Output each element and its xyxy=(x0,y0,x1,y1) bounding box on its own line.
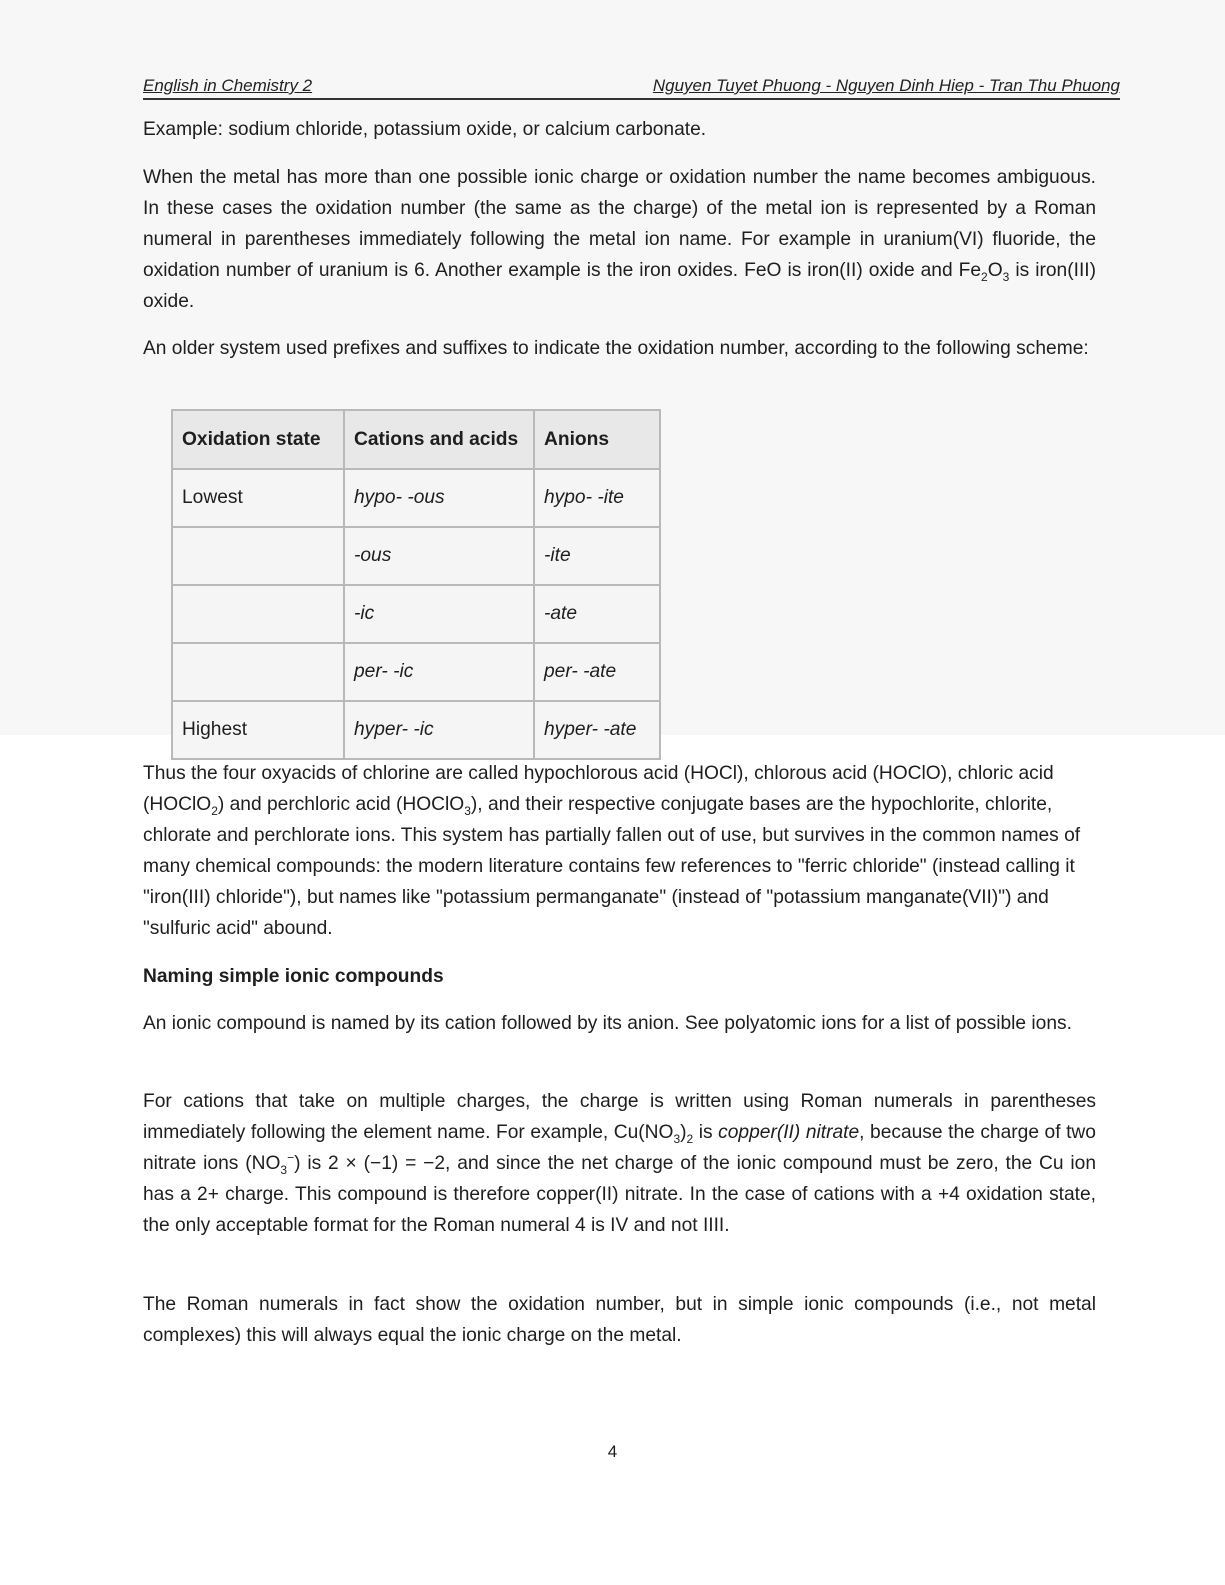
subscript: 2 xyxy=(686,1131,694,1146)
text: ) is 2 × (−1) = −2, and since the net charge of the ionic compound must be zero, the Cu ion has a 2+ charge. This compound is therefore copper(II) nitrate. In the case of cations with a +4 oxidation state, the only acceptable format for the Roman numeral 4 is IV and not IIII. xyxy=(143,1153,1096,1236)
oxidation-scheme-table xyxy=(171,409,661,760)
paragraph-ambiguous-charge xyxy=(143,162,1096,317)
table-cell: hyper- -ate xyxy=(534,701,660,759)
text: is iron(III) oxide. xyxy=(143,260,1096,312)
paragraph-roman-numerals: The Roman numerals in fact show the oxidation number, but in simple ionic compounds (i.e., not metal complexes) this will always equal the ionic charge on the metal. xyxy=(143,1294,1096,1346)
header-authors: Nguyen Tuyet Phuong - Nguyen Dinh Hiep - Tran Thu Phuong xyxy=(652,76,1120,95)
table-cell: -ous xyxy=(344,527,534,585)
table-cell: -ite xyxy=(534,527,660,585)
header-book-title: English in Chemistry 2 xyxy=(143,76,313,95)
table-cell: Highest xyxy=(172,701,344,759)
text: , because the charge of two nitrate ions (NO xyxy=(143,1122,1096,1174)
table-cell: hypo- -ite xyxy=(534,469,660,527)
text: ), and their respective conjugate bases are the hypochlorite, chlorite, chlorate and perchlorate ions. This system has partially fallen out of use, but survives in the common names of many chemical compounds: the modern literature contains few references to "ferric chloride" (instead calling it "iron(III) chloride"), but names like "potassium permanganate" (instead of "potassium manganate(VII)") and "sulfuric acid" abound. xyxy=(143,794,1081,939)
paragraph-multiple-charges xyxy=(143,1086,1096,1241)
text: ) xyxy=(680,1122,687,1143)
running-header xyxy=(143,76,1120,100)
table-row xyxy=(172,643,660,701)
table-row xyxy=(172,469,660,527)
table-header-cell: Oxidation state xyxy=(172,410,344,469)
paragraph-ionic-naming: An ionic compound is named by its cation followed by its anion. See polyatomic ions for a list of possible ions. xyxy=(143,1013,1072,1034)
text: is xyxy=(693,1122,719,1143)
subscript: 3 xyxy=(673,1131,681,1146)
italic-term: copper(II) nitrate xyxy=(718,1122,860,1143)
paragraph-older-system: An older system used prefixes and suffixes to indicate the oxidation number, according to the following scheme: xyxy=(143,338,1089,359)
table-header-cell: Anions xyxy=(534,410,660,469)
section-heading: Naming simple ionic compounds xyxy=(143,966,444,987)
subscript: 2 xyxy=(981,269,988,284)
table-cell: per- -ate xyxy=(534,643,660,701)
text: Thus the four oxyacids of chlorine are called hypochlorous acid (HOCl), chlorous acid (HOClO), chloric acid (HOClO xyxy=(143,763,1054,815)
text: O xyxy=(987,260,1003,281)
table-cell: -ic xyxy=(344,585,534,643)
text: When the metal has more than one possible ionic charge or oxidation number the name becomes ambiguous. In these cases the oxidation number (the same as the charge) of the metal ion is represented by a Roman numeral in parentheses immediately following the metal ion name. For example in uranium(VI) fluoride, the oxidation number of uranium is 6. Another example is the iron oxides. FeO is iron(II) oxide and Fe xyxy=(143,167,1096,281)
table-row xyxy=(172,701,660,759)
paragraph-chlorine-oxyacids xyxy=(143,758,1096,944)
table-row xyxy=(172,585,660,643)
table-cell xyxy=(172,643,344,701)
table-cell: -ate xyxy=(534,585,660,643)
subscript: 3 xyxy=(464,803,471,818)
table-cell: Lowest xyxy=(172,469,344,527)
page-number: 4 xyxy=(607,1442,618,1461)
subscript: 3 xyxy=(1002,269,1010,284)
table-cell xyxy=(172,585,344,643)
paragraph-example: Example: sodium chloride, potassium oxide, or calcium carbonate. xyxy=(143,119,707,140)
text: For cations that take on multiple charges, the charge is written using Roman numerals in parentheses immediately following the element name. For example, Cu(NO xyxy=(143,1091,1096,1143)
table-cell xyxy=(172,527,344,585)
table-header-row xyxy=(172,410,660,469)
subscript: 3 xyxy=(280,1162,288,1177)
table-cell: per- -ic xyxy=(344,643,534,701)
table-cell: hypo- -ous xyxy=(344,469,534,527)
text: ) and perchloric acid (HOClO xyxy=(217,794,465,815)
table-row xyxy=(172,527,660,585)
subscript: 2 xyxy=(211,803,218,818)
superscript: − xyxy=(287,1150,295,1165)
table-header-cell: Cations and acids xyxy=(344,410,534,469)
table-cell: hyper- -ic xyxy=(344,701,534,759)
